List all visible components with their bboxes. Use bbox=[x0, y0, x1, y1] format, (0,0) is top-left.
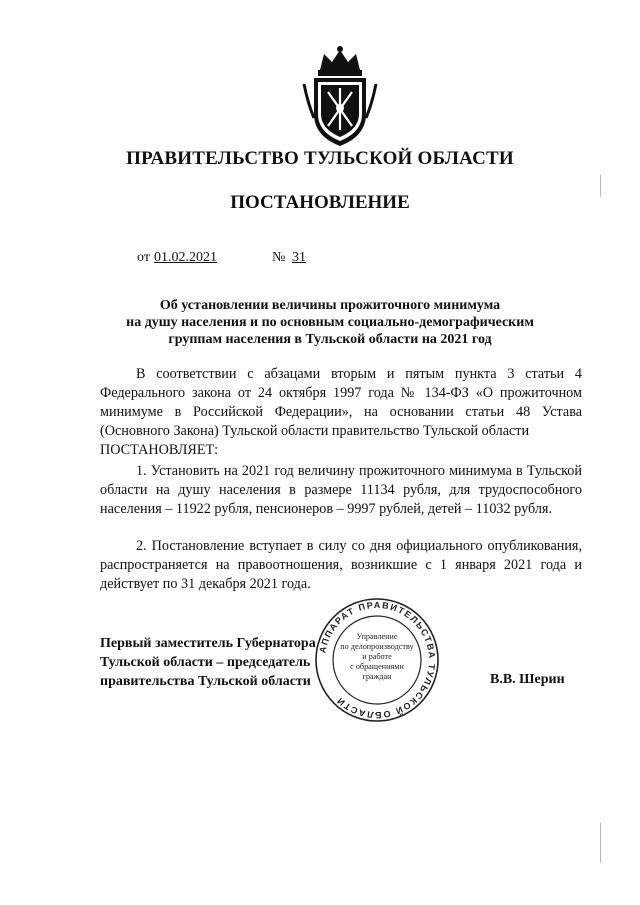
signer-name: В.В. Шерин bbox=[490, 672, 565, 687]
margin-mark bbox=[600, 823, 601, 863]
subject-line: Об установлении величины прожиточного минимума bbox=[159, 298, 501, 313]
subject-line: группам населения в Тульской области на 2021 год bbox=[168, 332, 492, 347]
tula-coat-of-arms-icon bbox=[298, 44, 382, 150]
document-number: 31 bbox=[292, 250, 306, 265]
document-subject bbox=[110, 297, 550, 348]
stamp-line: и работе bbox=[362, 652, 392, 661]
item-2-paragraph: 2. Постановление вступает в силу со дня официального опубликования, распространяется на правоотношения, возникшие с 1 января 2021 года и действует по 31 декабря 2021 года. bbox=[100, 538, 582, 592]
stamp-ring-text: АППАРАТ ПРАВИТЕЛЬСТВА ТУЛЬСКОЙ ОБЛАСТИ bbox=[317, 599, 438, 721]
margin-mark bbox=[600, 175, 601, 197]
stamp-center-text bbox=[333, 632, 421, 682]
stamp-line: граждан bbox=[362, 672, 392, 681]
government-title: ПРАВИТЕЛЬСТВО ТУЛЬСКОЙ ОБЛАСТИ bbox=[126, 148, 514, 169]
subject-line: на душу населения и по основным социально-демографическим bbox=[126, 315, 534, 330]
stamp-line: Управление bbox=[356, 632, 398, 641]
signer-position bbox=[100, 634, 316, 691]
resolves-text: ПОСТАНОВЛЯЕТ: bbox=[100, 442, 219, 458]
item-1-paragraph: 1. Установить на 2021 год величину прожиточного минимума в Тульской области на душу населения в размере 11134 рубля, для трудоспособного населения – 11922 рубля, пенсионеров – 9997 рублей, детей – 11032 рубля. bbox=[100, 463, 582, 517]
number-prefix: № bbox=[272, 250, 286, 265]
document-date: 01.02.2021 bbox=[154, 250, 217, 265]
stamp-line: с обращениями bbox=[350, 662, 404, 671]
signer-position-line: Первый заместитель Губернатора bbox=[100, 636, 316, 651]
stamp-line: по делопроизводству bbox=[340, 642, 414, 651]
preamble-paragraph bbox=[100, 365, 582, 460]
signer-position-line: Тульской области – председатель bbox=[100, 655, 311, 670]
date-prefix: от bbox=[137, 250, 150, 265]
preamble-text: В соответствии с абзацами вторым и пятым пункта 3 статьи 4 Федерального закона от 24 октября 1997 года № 134-ФЗ «О прожиточном минимуме в Российской Федерации», на основании статьи 48 Устава (Основного Закона) Тульской области правительство Тульской области bbox=[100, 366, 582, 439]
signer-position-line: правительства Тульской области bbox=[100, 674, 311, 689]
document-type: ПОСТАНОВЛЕНИЕ bbox=[230, 192, 410, 213]
